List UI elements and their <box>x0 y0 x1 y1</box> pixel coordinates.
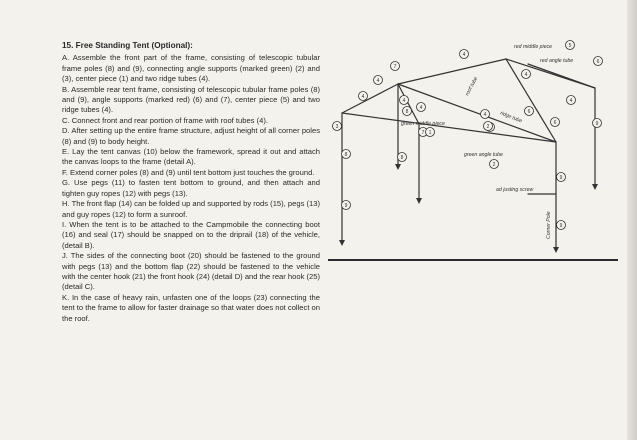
svg-text:9: 9 <box>595 121 599 127</box>
callout-6 <box>551 118 560 127</box>
callout-9 <box>557 173 566 182</box>
svg-text:9: 9 <box>559 175 563 181</box>
callout-4 <box>522 70 531 79</box>
step-c: C. Connect front and rear portion of frame with roof tubes (4). <box>62 115 268 125</box>
svg-text:1: 1 <box>428 130 432 136</box>
svg-text:2: 2 <box>486 124 490 130</box>
label-roof-tube: roof tube <box>464 76 480 97</box>
label-ridge-tube: ridge tube <box>499 110 523 125</box>
section-heading: 15. Free Standing Tent (Optional): <box>62 41 193 50</box>
callout-7 <box>391 62 400 71</box>
pole-foot-arrow <box>553 247 559 253</box>
svg-text:3: 3 <box>335 124 339 130</box>
label-adjusting-screw: ad justing screw <box>496 187 534 193</box>
label-green-middle-piece: green middle piece <box>401 121 445 127</box>
svg-text:6: 6 <box>527 109 531 115</box>
callout-9 <box>557 221 566 230</box>
step-b: B. Assemble rear tent frame, consisting of telescopic tubular frame poles (8) and (9), angle supports (marked red) (6) and (7), center piece (5) and two ridge tubes (4). <box>62 84 320 115</box>
svg-text:4: 4 <box>376 78 380 84</box>
callout-6 <box>594 57 603 66</box>
pole-foot-arrow <box>395 164 401 170</box>
step-h: H. The front flap (14) can be folded up and supported by rods (15), pegs (13) and guy ropes (12) to form a sunroof. <box>62 199 320 219</box>
page-edge <box>627 0 637 440</box>
step-i: I. When the tent is to be attached to the Campmobile the connecting boot (16) and seal (17) should be snapped on to the driprail (18) of the vehicle, (detail B). <box>62 219 320 250</box>
svg-text:5: 5 <box>568 43 572 49</box>
callout-5 <box>566 41 575 50</box>
tent-frame-diagram <box>328 36 620 260</box>
svg-text:8: 8 <box>344 152 348 158</box>
instructions-column <box>62 41 320 324</box>
label-green-angle-tube: green angle tube <box>464 152 503 158</box>
step-g: G. Use pegs (11) to fasten tent bottom to ground, and then attach and tighten guy ropes (12) with pegs (13). <box>62 178 320 198</box>
svg-text:8: 8 <box>405 109 409 115</box>
divider-rule <box>328 259 618 261</box>
callout-4 <box>567 96 576 105</box>
step-d: D. After setting up the entire frame structure, adjust height of all corner poles (8) and (9) to body height. <box>62 126 320 146</box>
pole-foot-arrow <box>416 198 422 204</box>
svg-text:8: 8 <box>400 155 404 161</box>
callout-1 <box>426 128 435 137</box>
label-red-middle-piece: red middle piece <box>514 44 553 50</box>
svg-text:4: 4 <box>361 94 365 100</box>
step-j: J. The sides of the connecting boot (20) should be fastened to the ground with pegs (13) and the bottom flap (22) should be fastened to the vehicle with the center hook (21) the front hook (24) (detail D) and the rear hook (25) (detail C). <box>62 251 320 292</box>
callout-2 <box>484 122 493 131</box>
label-red-angle-tube: red angle tube <box>540 58 574 64</box>
callout-3 <box>333 122 342 131</box>
step-k: K. In the case of heavy rain, unfasten one of the loops (23) connecting the tent to the frame to allow for faster drainage so that water does not collect on the roof. <box>62 292 320 323</box>
callout-4 <box>481 110 490 119</box>
svg-text:4: 4 <box>569 98 573 104</box>
svg-text:4: 4 <box>483 112 487 118</box>
svg-text:9: 9 <box>344 203 348 209</box>
callout-9 <box>593 119 602 128</box>
svg-text:2: 2 <box>492 162 496 168</box>
svg-text:4: 4 <box>419 105 423 111</box>
ridge-tube-left-front <box>342 84 398 113</box>
callout-6 <box>525 107 534 116</box>
callout-8 <box>398 153 407 162</box>
step-e: E. Lay the tent canvas (10) below the framework, spread it out and attach the canvas loops to the frame (detail A). <box>62 147 320 167</box>
step-a: A. Assemble the front part of the frame, consisting of telescopic tubular frame poles (8) and (9), connecting angle supports (marked green) (2) and (3), center piece (1) and two ridge tubes (4). <box>62 53 320 84</box>
step-f: F. Extend corner poles (8) and (9) until tent bottom just touches the ground. <box>62 167 315 177</box>
svg-text:9: 9 <box>559 223 563 229</box>
callout-4 <box>400 96 409 105</box>
svg-text:4: 4 <box>524 72 528 78</box>
front-ridge <box>342 113 556 142</box>
roof-tube-front <box>398 59 506 84</box>
callout-8 <box>342 150 351 159</box>
callout-2 <box>490 160 499 169</box>
callout-4 <box>417 103 426 112</box>
svg-text:7: 7 <box>421 130 425 136</box>
svg-text:4: 4 <box>462 52 466 58</box>
svg-text:7: 7 <box>393 64 397 70</box>
pole-foot-arrow <box>339 240 345 246</box>
svg-text:4: 4 <box>402 98 406 104</box>
callout-4 <box>460 50 469 59</box>
callout-4 <box>359 92 368 101</box>
callout-8 <box>403 107 412 116</box>
svg-text:6: 6 <box>596 59 600 65</box>
callout-4 <box>374 76 383 85</box>
svg-text:6: 6 <box>553 120 557 126</box>
red-angle-tube-line <box>528 64 595 88</box>
callout-9 <box>342 201 351 210</box>
label-corner-pole: Corner Pole <box>546 211 552 239</box>
pole-foot-arrow <box>592 184 598 190</box>
